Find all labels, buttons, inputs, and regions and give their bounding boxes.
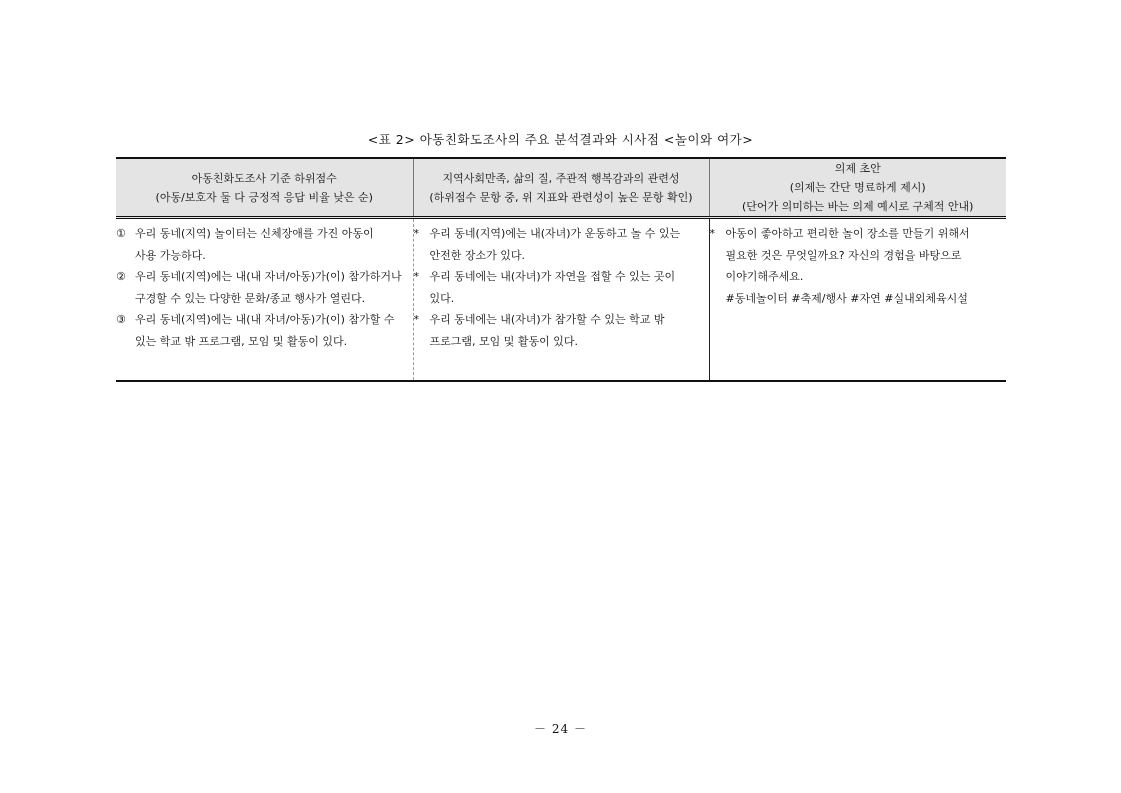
list-item <box>116 266 413 309</box>
agenda-cell <box>709 218 1006 382</box>
header-relevance <box>413 158 709 218</box>
item-text: 이야기해주세요. <box>725 270 804 283</box>
header-line: (하위점수 문항 중, 위 지표와 관련성이 높은 문항 확인) <box>429 190 693 204</box>
table-header-row <box>116 158 1006 218</box>
table-row <box>116 218 1006 382</box>
item-marker: * <box>413 313 419 326</box>
page-number: － 24 － <box>534 722 587 736</box>
header-line: 지역사회만족, 삶의 질, 주관적 행복감과의 관련성 <box>442 171 680 185</box>
item-marker: * <box>709 227 715 240</box>
header-line: 의제 초안 <box>834 162 881 175</box>
item-text: 있다. <box>429 291 455 305</box>
item-text: 우리 동네(지역) 놀이터는 신체장애를 가진 아동이 <box>135 227 374 240</box>
header-agenda-draft <box>709 158 1006 218</box>
item-marker: ② <box>116 270 126 283</box>
item-text: 우리 동네에는 내(자녀)가 참가할 수 있는 학교 밖 <box>429 313 665 326</box>
item-text: 안전한 장소가 있다. <box>429 248 525 262</box>
hashtags: #동네놀이터 #축제/행사 #자연 #실내외체육시설 <box>725 291 968 305</box>
item-text: 사용 가능하다. <box>135 248 206 262</box>
item-text: 구경할 수 있는 다양한 문화/종교 행사가 열린다. <box>135 291 366 305</box>
item-text: 필요한 것은 무엇일까요? 자신의 경험을 바탕으로 <box>725 248 962 262</box>
header-line: 아동친화도조사 기준 하위점수 <box>191 171 337 185</box>
relevance-cell <box>413 218 709 382</box>
list-item <box>414 223 709 266</box>
item-text: 우리 동네에는 내(자녀)가 자연을 접할 수 있는 곳이 <box>429 270 676 283</box>
header-line: (의제는 간단 명료하게 제시) <box>789 181 926 194</box>
findings-table <box>116 157 1006 382</box>
item-marker: * <box>413 227 419 240</box>
header-subscore <box>116 158 413 218</box>
item-marker: * <box>413 270 419 283</box>
item-text: 프로그램, 모임 및 활동이 있다. <box>429 334 578 348</box>
list-item <box>116 223 413 266</box>
item-text: 우리 동네(지역)에는 내(내 자녀/아동)가(이) 참가할 수 <box>135 313 395 326</box>
list-item <box>710 223 1007 309</box>
header-line: (아동/보호자 둘 다 긍정적 응답 비율 낮은 순) <box>155 190 373 204</box>
item-text: 우리 동네(지역)에는 내(내 자녀/아동)가(이) 참가하거나 <box>135 270 402 283</box>
subscore-cell <box>116 218 413 382</box>
list-item <box>116 309 413 352</box>
item-marker: ③ <box>116 313 126 326</box>
header-line: (단어가 의미하는 바는 의제 예시로 구체적 안내) <box>742 200 974 213</box>
item-marker: ① <box>116 227 126 240</box>
item-text: 아동이 좋아하고 편리한 놀이 장소를 만들기 위해서 <box>725 227 970 240</box>
table-caption: <표 2> 아동친화도조사의 주요 분석결과와 시사점 <놀이와 여가> <box>367 132 754 147</box>
list-item <box>414 266 709 309</box>
list-item <box>414 309 709 352</box>
item-text: 있는 학교 밖 프로그램, 모임 및 활동이 있다. <box>135 334 348 348</box>
item-text: 우리 동네(지역)에는 내(자녀)가 운동하고 놀 수 있는 <box>429 227 681 240</box>
